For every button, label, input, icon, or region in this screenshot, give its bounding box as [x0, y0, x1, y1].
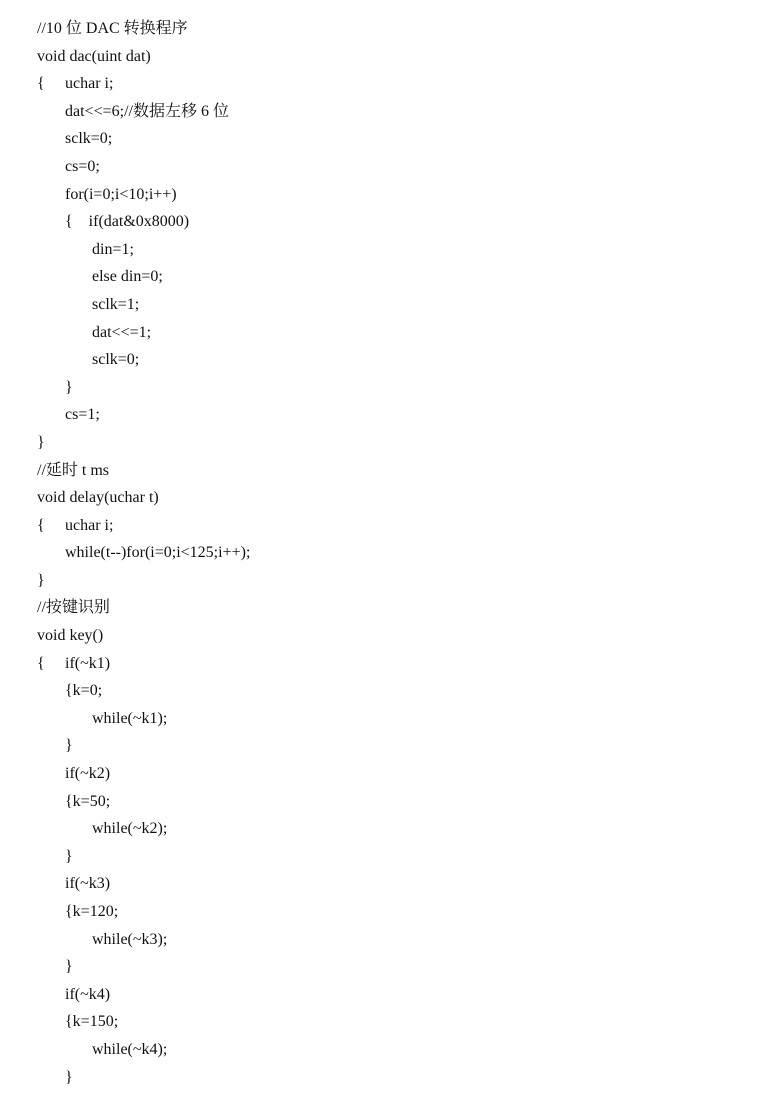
code-text: { if(dat&0x8000)	[65, 213, 190, 231]
code-text: while(~k3);	[92, 930, 168, 948]
code-line	[37, 870, 740, 898]
code-line	[37, 181, 740, 209]
code-line	[37, 70, 740, 98]
code-text: if(~k4)	[65, 985, 111, 1003]
code-line	[37, 43, 740, 71]
code-text: sclk=0;	[65, 130, 113, 148]
code-line	[37, 346, 740, 374]
code-line	[37, 125, 740, 153]
code-line	[37, 788, 740, 816]
code-text: void delay(uchar t)	[37, 489, 159, 507]
code-text: //延时 t ms	[37, 461, 110, 479]
code-text: sclk=0;	[92, 351, 140, 369]
code-line	[37, 705, 740, 733]
code-text: {k=0;	[65, 682, 103, 700]
code-text: }	[37, 571, 45, 589]
code-text: //按键识别	[37, 599, 110, 617]
code-line	[37, 732, 740, 760]
code-text: uchar i;	[65, 75, 114, 93]
code-text: else din=0;	[92, 268, 163, 286]
code-line	[37, 953, 740, 981]
code-line	[37, 263, 740, 291]
code-text: din=1;	[92, 240, 134, 258]
code-text: {k=50;	[65, 792, 111, 810]
code-line	[37, 236, 740, 264]
code-text: cs=1;	[65, 406, 100, 424]
code-line	[37, 650, 740, 678]
code-text: if(~k1)	[65, 654, 111, 672]
code-line	[37, 926, 740, 954]
code-line	[37, 594, 740, 622]
code-text: }	[37, 433, 45, 451]
code-line	[37, 153, 740, 181]
code-line	[37, 374, 740, 402]
code-text: cs=0;	[65, 157, 100, 175]
code-text: void dac(uint dat)	[37, 47, 151, 65]
code-text: uchar i;	[65, 516, 114, 534]
code-line	[37, 484, 740, 512]
code-line	[37, 291, 740, 319]
code-line	[37, 401, 740, 429]
code-text: while(~k1);	[92, 709, 168, 727]
code-line	[37, 319, 740, 347]
code-brace: {	[37, 516, 45, 534]
code-brace: {	[37, 75, 45, 93]
code-text: }	[65, 1068, 73, 1086]
code-line	[37, 457, 740, 485]
code-line	[37, 1008, 740, 1036]
code-text: dat<<=6;//数据左移 6 位	[65, 102, 229, 120]
code-line	[37, 208, 740, 236]
code-text: }	[65, 737, 73, 755]
code-text: }	[65, 378, 73, 396]
code-text: dat<<=1;	[92, 323, 152, 341]
code-line	[37, 677, 740, 705]
code-line	[37, 15, 740, 43]
code-text: while(~k2);	[92, 820, 168, 838]
code-line	[37, 98, 740, 126]
code-line	[37, 1036, 740, 1064]
code-text: if(~k2)	[65, 765, 111, 783]
code-line	[37, 512, 740, 540]
code-line	[37, 760, 740, 788]
code-line	[37, 898, 740, 926]
code-listing	[37, 15, 740, 1091]
code-text: while(t--)for(i=0;i<125;i++);	[65, 544, 251, 562]
code-text: }	[65, 847, 73, 865]
code-line	[37, 539, 740, 567]
code-line	[37, 622, 740, 650]
code-line	[37, 843, 740, 871]
code-text: void key()	[37, 627, 104, 645]
code-text: for(i=0;i<10;i++)	[65, 185, 177, 203]
code-line	[37, 981, 740, 1009]
code-text: }	[65, 958, 73, 976]
code-line	[37, 567, 740, 595]
code-text: if(~k3)	[65, 875, 111, 893]
code-text: while(~k4);	[92, 1040, 168, 1058]
code-text: sclk=1;	[92, 295, 140, 313]
code-text: {k=150;	[65, 1013, 119, 1031]
code-line	[37, 429, 740, 457]
code-text: {k=120;	[65, 903, 119, 920]
code-brace: {	[37, 654, 45, 672]
code-line	[37, 815, 740, 843]
code-text: //10 位 DAC 转换程序	[37, 20, 188, 37]
code-line	[37, 1064, 740, 1092]
